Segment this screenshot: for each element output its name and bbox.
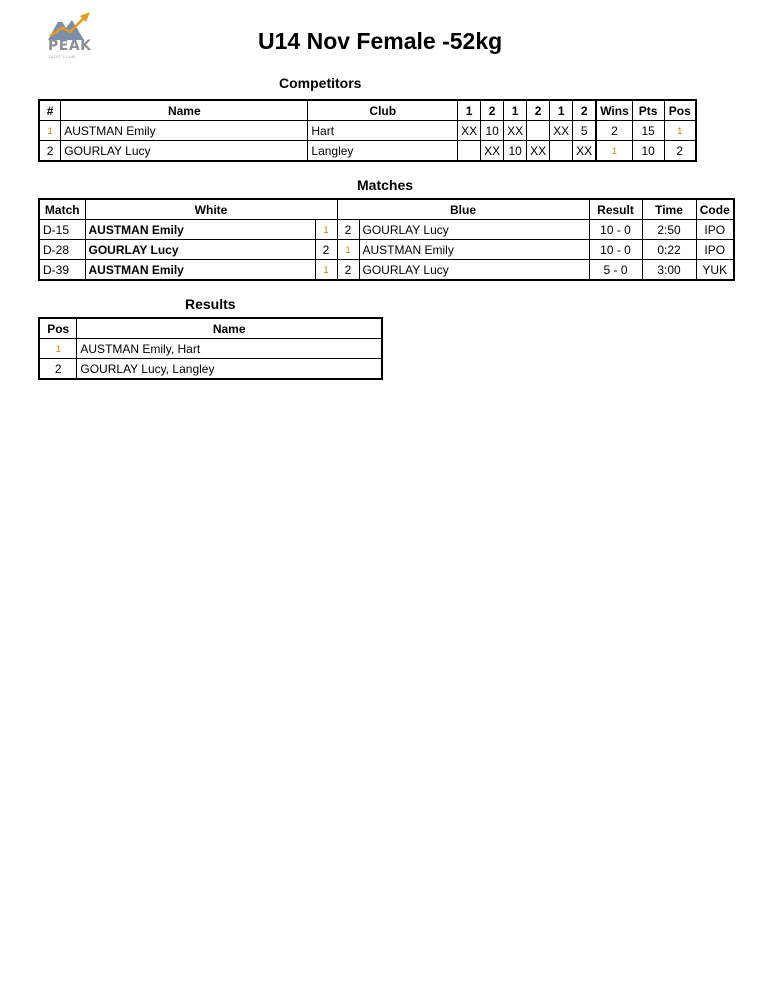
col-result-name: Name [77,318,382,339]
white-num: 2 [315,240,337,260]
match-result: 10 - 0 [589,240,642,260]
col-round-6: 2 [573,100,597,121]
score-cell: XX [527,141,550,162]
match-time: 2:50 [642,220,696,240]
match-id: D-15 [39,220,85,240]
competitor-pos: 2 [664,141,696,162]
col-club: Club [308,100,458,121]
table-row [39,359,382,380]
matches-title: Matches [357,177,414,193]
score-cell [550,141,573,162]
col-code: Code [696,199,734,220]
match-code: IPO [696,220,734,240]
col-pts: Pts [632,100,664,121]
blue-num: 2 [337,220,359,240]
result-pos: 2 [39,359,77,380]
logo-name: PEAK [48,38,92,54]
table-row [39,339,382,359]
competitor-wins: 1 [596,141,632,162]
score-cell [458,141,481,162]
col-round-2: 2 [481,100,504,121]
score-cell: XX [573,141,597,162]
col-time: Time [642,199,696,220]
competitor-pts: 15 [632,121,664,141]
match-result: 5 - 0 [589,260,642,281]
result-name: AUSTMAN Emily, Hart [77,339,382,359]
col-result-pos: Pos [39,318,77,339]
competitor-pts: 10 [632,141,664,162]
col-round-3: 1 [504,100,527,121]
competitor-name: AUSTMAN Emily [61,121,308,141]
col-blue: Blue [337,199,589,220]
table-row [39,240,734,260]
blue-player: GOURLAY Lucy [359,260,589,281]
competitors-table [38,99,697,162]
competitor-name: GOURLAY Lucy [61,141,308,162]
results-table [38,317,383,380]
matches-header-row [39,199,734,220]
white-player: AUSTMAN Emily [85,260,315,281]
results-header-row [39,318,382,339]
col-num: # [39,100,61,121]
col-round-4: 2 [527,100,550,121]
match-time: 0:22 [642,240,696,260]
white-num: 1 [315,220,337,240]
score-cell: XX [481,141,504,162]
col-pos: Pos [664,100,696,121]
table-row [39,220,734,240]
logo-subtitle: JUDO CLUB [48,54,76,59]
col-match: Match [39,199,85,220]
result-pos: 1 [39,339,77,359]
col-result: Result [589,199,642,220]
match-code: IPO [696,240,734,260]
score-cell: 5 [573,121,597,141]
page-title: U14 Nov Female -52kg [258,28,503,54]
competitor-pos: 1 [664,121,696,141]
score-cell: 10 [481,121,504,141]
score-cell [527,121,550,141]
score-cell: XX [458,121,481,141]
competitors-title: Competitors [279,75,362,91]
match-id: D-28 [39,240,85,260]
match-result: 10 - 0 [589,220,642,240]
table-row [39,260,734,281]
matches-table [38,198,735,281]
col-wins: Wins [596,100,632,121]
competitor-club: Hart [308,121,458,141]
score-cell: XX [550,121,573,141]
white-num: 1 [315,260,337,281]
col-white: White [85,199,337,220]
result-name: GOURLAY Lucy, Langley [77,359,382,380]
col-round-1: 1 [458,100,481,121]
score-cell: XX [504,121,527,141]
white-player: GOURLAY Lucy [85,240,315,260]
match-time: 3:00 [642,260,696,281]
competitor-num: 2 [39,141,61,162]
col-name: Name [61,100,308,121]
blue-num: 2 [337,260,359,281]
table-row [39,141,696,162]
match-code: YUK [696,260,734,281]
competitor-club: Langley [308,141,458,162]
blue-player: GOURLAY Lucy [359,220,589,240]
competitor-num: 1 [39,121,61,141]
blue-num: 1 [337,240,359,260]
match-id: D-39 [39,260,85,281]
table-row [39,121,696,141]
col-round-5: 1 [550,100,573,121]
competitor-wins: 2 [596,121,632,141]
results-title: Results [185,296,236,312]
score-cell: 10 [504,141,527,162]
competitors-header-row [39,100,696,121]
blue-player: AUSTMAN Emily [359,240,589,260]
white-player: AUSTMAN Emily [85,220,315,240]
